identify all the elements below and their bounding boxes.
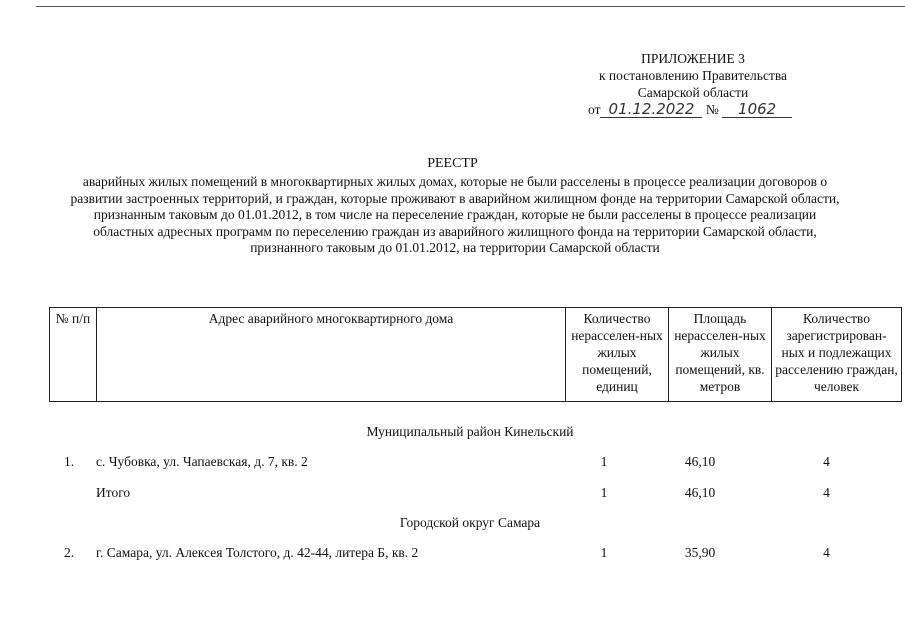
- row-area: 46,10: [684, 454, 716, 469]
- total-label: Итого: [96, 485, 131, 500]
- from-label: от: [588, 102, 601, 117]
- register-table: [49, 307, 902, 402]
- row-area: 35,90: [684, 545, 716, 560]
- appendix-line1: к постановлению Правительства: [598, 68, 788, 83]
- appendix-line2: Самарской области: [637, 85, 749, 100]
- header-address: Адрес аварийного многоквартирного дома: [97, 308, 566, 402]
- handwritten-number: 1062: [722, 102, 792, 118]
- row-people: 4: [823, 545, 830, 560]
- row-units: 1: [600, 545, 608, 560]
- header-people: Количество зарегистрирован-ных и подлежащих расселению граждан, человек: [772, 308, 902, 402]
- total-area: 46,10: [684, 485, 716, 500]
- order-line: [588, 101, 792, 118]
- total-units: 1: [600, 485, 608, 500]
- header-units: Количество нерасселен-ных жилых помещений, единиц: [566, 308, 669, 402]
- register-description: аварийных жилых помещений в многоквартирных жилых домах, которые не были расселены в процессе реализации договоров о развитии застроенных территорий, и граждан, которые проживают в аварийном жилищном фонде на территории Самарской области, признанным таковым до 01.01.2012, в том числе на переселение граждан, которые не были расселены в процессе реализации областных адресных программ по переселению граждан из аварийного жилищного фонда на территории Самарской области, признанного таковым до 01.01.2012, на территории Самарской области: [70, 174, 840, 255]
- row-units: 1: [600, 454, 608, 469]
- appendix-title: ПРИЛОЖЕНИЕ 3: [641, 51, 745, 66]
- row-people: 4: [823, 454, 830, 469]
- row-address: г. Самара, ул. Алексея Толстого, д. 42-44, литера Б, кв. 2: [96, 545, 419, 560]
- row-number: 1.: [64, 454, 75, 469]
- header-area: Площадь нерасселен-ных жилых помещений, кв. метров: [669, 308, 772, 402]
- header-number: № п/п: [50, 308, 97, 402]
- handwritten-date: 01.12.2022: [600, 102, 702, 118]
- appendix-block: [560, 50, 826, 118]
- total-people: 4: [823, 485, 830, 500]
- row-address: с. Чубовка, ул. Чапаевская, д. 7, кв. 2: [96, 454, 308, 469]
- top-rule: [36, 6, 905, 7]
- row-number: 2.: [64, 545, 75, 560]
- section-title-samara: Городской округ Самара: [399, 515, 541, 530]
- section-title-kinel: Муниципальный район Кинельский: [366, 424, 574, 439]
- table-header-row: [50, 308, 902, 402]
- number-label: №: [705, 102, 719, 117]
- register-title: РЕЕСТР: [427, 156, 478, 171]
